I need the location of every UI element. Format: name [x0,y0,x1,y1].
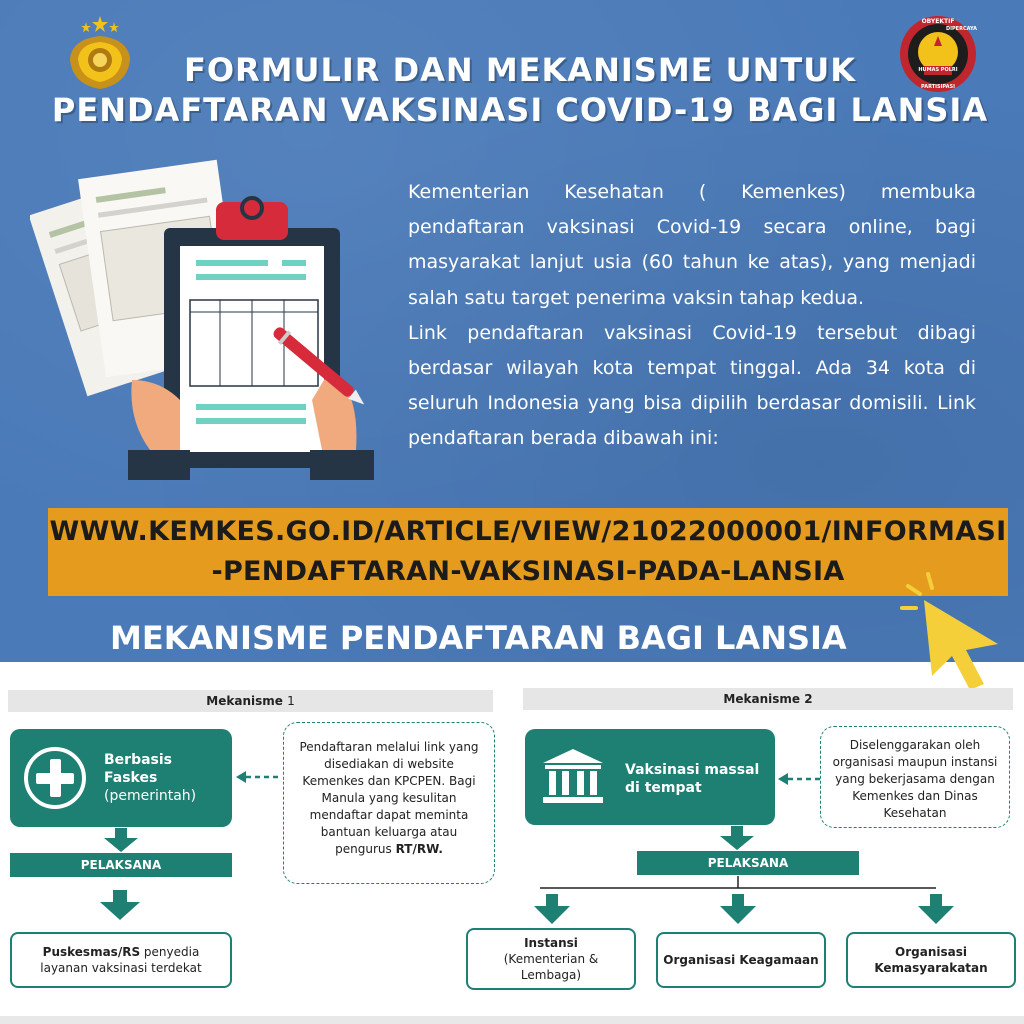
mechanism-2-title-1: Vaksinasi massal [625,762,760,778]
link-line-1: WWW.KEMKES.GO.ID/ARTICLE/VIEW/21022000001/INFORMASI [49,516,1007,547]
mechanism-2-title-2: di tempat [625,780,702,796]
mechanism-1-header [8,690,493,712]
mechanism-2-box [525,729,775,825]
bank-building-icon [543,749,603,805]
logo-text-right: DIPERCAYA [946,26,978,32]
mechanism-2-note: Diselenggarakan oleh organisasi maupun instansi yang bekerjasama dengan Kemenkes dan Dinas Kesehatan [820,726,1010,828]
title-line-2: PENDAFTARAN VAKSINASI COVID-19 BAGI LANSIA [51,91,989,129]
down-arrow-icon [104,828,138,852]
mechanism-2-header: Mekanisme 2 [523,688,1013,710]
intro-paragraph-2: Link pendaftaran vaksinasi Covid-19 tersebut dibagi berdasar wilayah kota tempat tinggal. Ada 34 kota di seluruh Indonesia yang bisa dipilih berdasar domisili. Link pendaftaran berada dibawah ini: [408,321,976,450]
registration-link[interactable] [48,508,1008,596]
mechanism-2-output-keagamaan [656,932,826,988]
dashed-arrow-left [778,772,820,786]
page-title [20,50,1020,130]
down-arrow-icon [720,826,754,850]
mechanism-2-box-label [625,761,759,797]
mechanism-1-subtitle: (pemerintah) [104,788,197,804]
bottom-divider [0,1016,1024,1024]
mechanism-section-title: MEKANISME PENDAFTARAN BAGI LANSIA [110,619,847,657]
dashed-arrow-left [236,770,282,784]
intro-text [408,175,976,457]
mechanism-1-note-text: Pendaftaran melalui link yang disediakan di website Kemenkes dan KPCPEN. Bagi Manula yang kesulitan mendaftar dapat meminta bantuan keluarga atau pengurus [299,740,479,856]
mechanism-1-header-num: 1 [287,694,295,708]
logo-text-bottom: PARTISIPASI [921,84,955,90]
output-instansi-text: (Kementerian & Lembaga) [503,952,599,982]
mechanism-1-pelaksana-bar: PELAKSANA [10,853,232,877]
logo-text-top: OBYEKTIF [921,18,955,25]
mechanism-1-output-text: penyedia layanan vaksinasi terdekat [40,945,202,975]
mechanism-1-header-bold: Mekanisme [206,694,283,708]
connector-lines [520,876,960,928]
plus-icon [24,747,86,809]
mechanism-2-output-kemasyarakatan [846,932,1016,988]
link-line-2: -PENDAFTARAN-VAKSINASI-PADA-LANSIA [211,556,845,587]
output-keagamaan-text: Organisasi Keagamaan [663,953,819,967]
mechanism-1-note [283,722,495,884]
mechanism-1-output [10,932,232,988]
mechanism-1-box-label [104,751,196,805]
mechanism-2-output-instansi [466,928,636,990]
mechanism-2-pelaksana-bar: PELAKSANA [637,851,859,875]
mechanism-1-box [10,729,232,827]
mechanism-1-note-bold: RT/RW. [395,842,443,856]
logo-badge-text: HUMAS POLRI [918,67,958,73]
intro-paragraph-1: Kementerian Kesehatan ( Kemenkes) membuka pendaftaran vaksinasi Covid-19 secara online, bagi masyarakat lanjut usia (60 tahun ke atas), yang menjadi salah satu target penerima vaksin tahap kedua. [408,181,976,309]
down-arrow-icon [100,890,140,920]
clipboard-illustration [30,150,390,500]
mechanism-1-output-bold: Puskesmas/RS [42,945,141,959]
mechanism-1-title-1: Berbasis [104,752,173,768]
title-line-1: FORMULIR DAN MEKANISME UNTUK [183,51,857,89]
cursor-arrow-icon [898,560,1008,690]
output-kemasyarakatan-line-2: Kemasyarakatan [874,961,988,975]
output-instansi-bold: Instansi [524,936,578,950]
output-kemasyarakatan-line-1: Organisasi [895,945,967,959]
mechanism-1-title-2: Faskes [104,770,158,786]
